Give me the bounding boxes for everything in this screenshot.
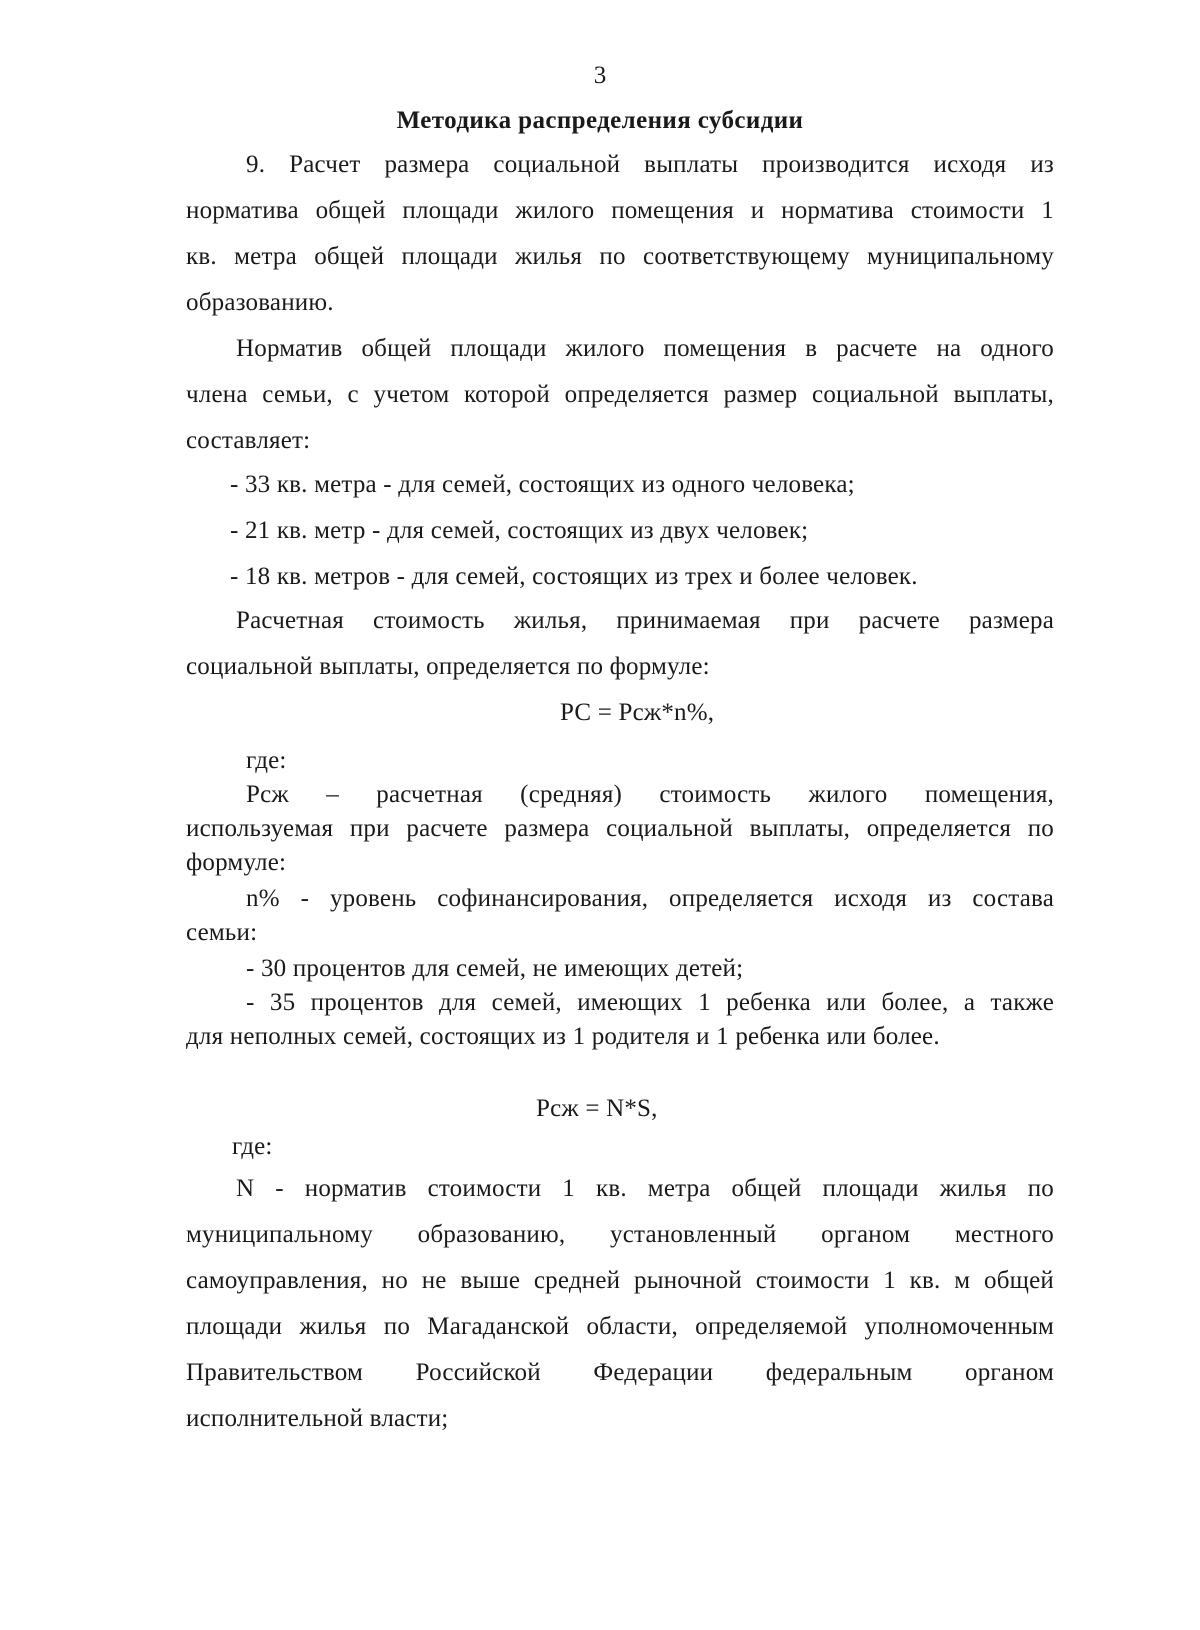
norm-item: - 33 кв. метра - для семей, состоящих из одного человека; [230,471,855,498]
formula-rsz: Рсж = N*S, [536,1095,658,1122]
N-def-line5: Правительством Российской Федерации федеральным органом [186,1359,1054,1386]
rsz-def-line2: используемая при расчете размера социальной выплаты, определяется по [186,815,1054,842]
rsz-def-line3: формуле: [186,849,287,876]
N-def-line6: исполнительной власти; [186,1405,449,1432]
norm-item: - 21 кв. метр - для семей, состоящих из двух человек; [230,517,809,544]
where-label: где: [232,1133,273,1160]
N-def-line3: самоуправления, но не выше средней рыночной стоимости 1 кв. м общей [186,1267,1054,1294]
N-def-line2: муниципальному образованию, установленный органом местного [186,1221,1054,1248]
para2-line3: составляет: [186,427,311,454]
para3-line1: Расчетная стоимость жилья, принимаемая при расчете размера [236,607,1054,634]
cofin-item-35-line2: для неполных семей, состоящих из 1 родителя и 1 ребенка или более. [186,1023,940,1050]
n-def-line1: n% - уровень софинансирования, определяется исходя из состава [246,885,1054,912]
para3-line2: социальной выплаты, определяется по формуле: [186,653,710,680]
norm-item: - 18 кв. метров - для семей, состоящих из трех и более человек. [230,563,918,590]
page-number: 3 [593,62,607,89]
cofin-item-35-line1: - 35 процентов для семей, имеющих 1 ребенка или более, а также [246,989,1054,1016]
rsz-def-line1: Рсж – расчетная (средняя) стоимость жилого помещения, [246,781,1054,808]
N-def-line4: площади жилья по Магаданской области, определяемой уполномоченным [186,1313,1054,1340]
n-def-line2: семьи: [186,919,258,946]
para1-line3: кв. метра общей площади жилья по соответствующему муниципальному [186,243,1054,270]
cofin-item-30: - 30 процентов для семей, не имеющих детей; [246,955,744,982]
formula-rs: РС = Рсж*n%, [560,699,715,726]
N-def-line1: N - норматив стоимости 1 кв. метра общей площади жилья по [236,1175,1054,1202]
para1-line4: образованию. [186,289,334,316]
para1-line2: норматива общей площади жилого помещения и норматива стоимости 1 [186,197,1054,224]
section-title: Методика распределения субсидии [396,107,804,134]
where-label: где: [246,747,287,774]
para2-line2: члена семьи, с учетом которой определяется размер социальной выплаты, [186,381,1054,408]
para1-line1: 9. Расчет размера социальной выплаты производится исходя из [246,151,1054,178]
para2-line1: Норматив общей площади жилого помещения в расчете на одного [236,335,1054,362]
